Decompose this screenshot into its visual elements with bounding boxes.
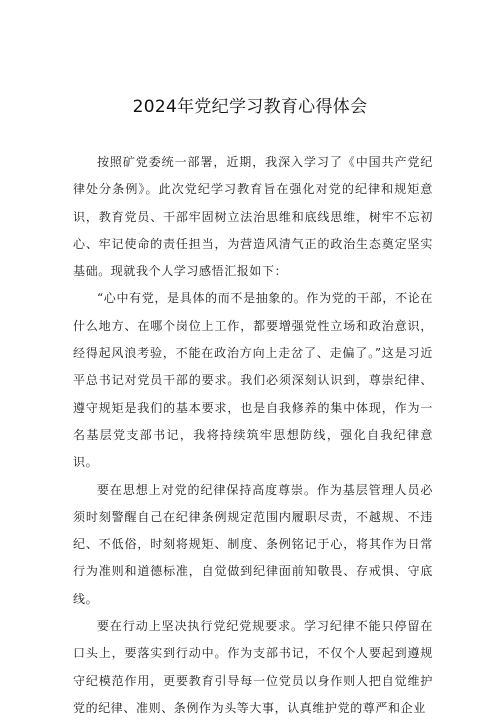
paragraph-quote: “心中有党，是具体的而不是抽象的。作为党的干部，不论在什么地方、在哪个岗位上工作，都要增强党性立场和政治意识，经得起风浪考验，不能在政治方向上走岔了、走偏了。”这是习近平总书记对党员干部的要求。我们必须深刻认识到，尊崇纪律、遵守规矩是我们的基本要求，也是自我修养的集中体现，作为一名基层党支部书记，我将持续筑牢思想防线，强化自我纪律意识。: [73, 291, 433, 470]
paragraph-intro: 按照矿党委统一部署，近期，我深入学习了《中国共产党纪律处分条例》。此次党纪学习教育旨在强化对党的纪律和规矩意识，教育党员、干部牢固树立法治思维和底线思维，树牢不忘初心、牢记使命的责任担当，为营造风清气正的政治生态奠定坚实基础。现就我个人学习感悟汇报如下：: [73, 155, 433, 279]
paragraph-action: 要在行动上坚决执行党纪党规要求。学习纪律不能只停留在口头上，要落实到行动中。作为支部书记，不仅个人要起到遵规守纪模范作用，更要教育引导每一位党员以身作则人把自觉维护党的纪律、准则、条例作为头等大事，认真维护党的尊严和企业: [73, 619, 433, 715]
paragraph-thought: 要在思想上对党的纪律保持高度尊崇。作为基层管理人员必须时刻警醒自己在纪律条例规定范围内履职尽责，不越规、不违纪、不低俗，时刻将规矩、制度、条例铭记于心，将其作为日常行为准则和道德标准，自觉做到纪律面前知敬畏、存戒惧、守底线。: [73, 482, 433, 606]
document-title: 2024年党纪学习教育心得体会: [132, 97, 368, 117]
document-body: [73, 149, 433, 722]
